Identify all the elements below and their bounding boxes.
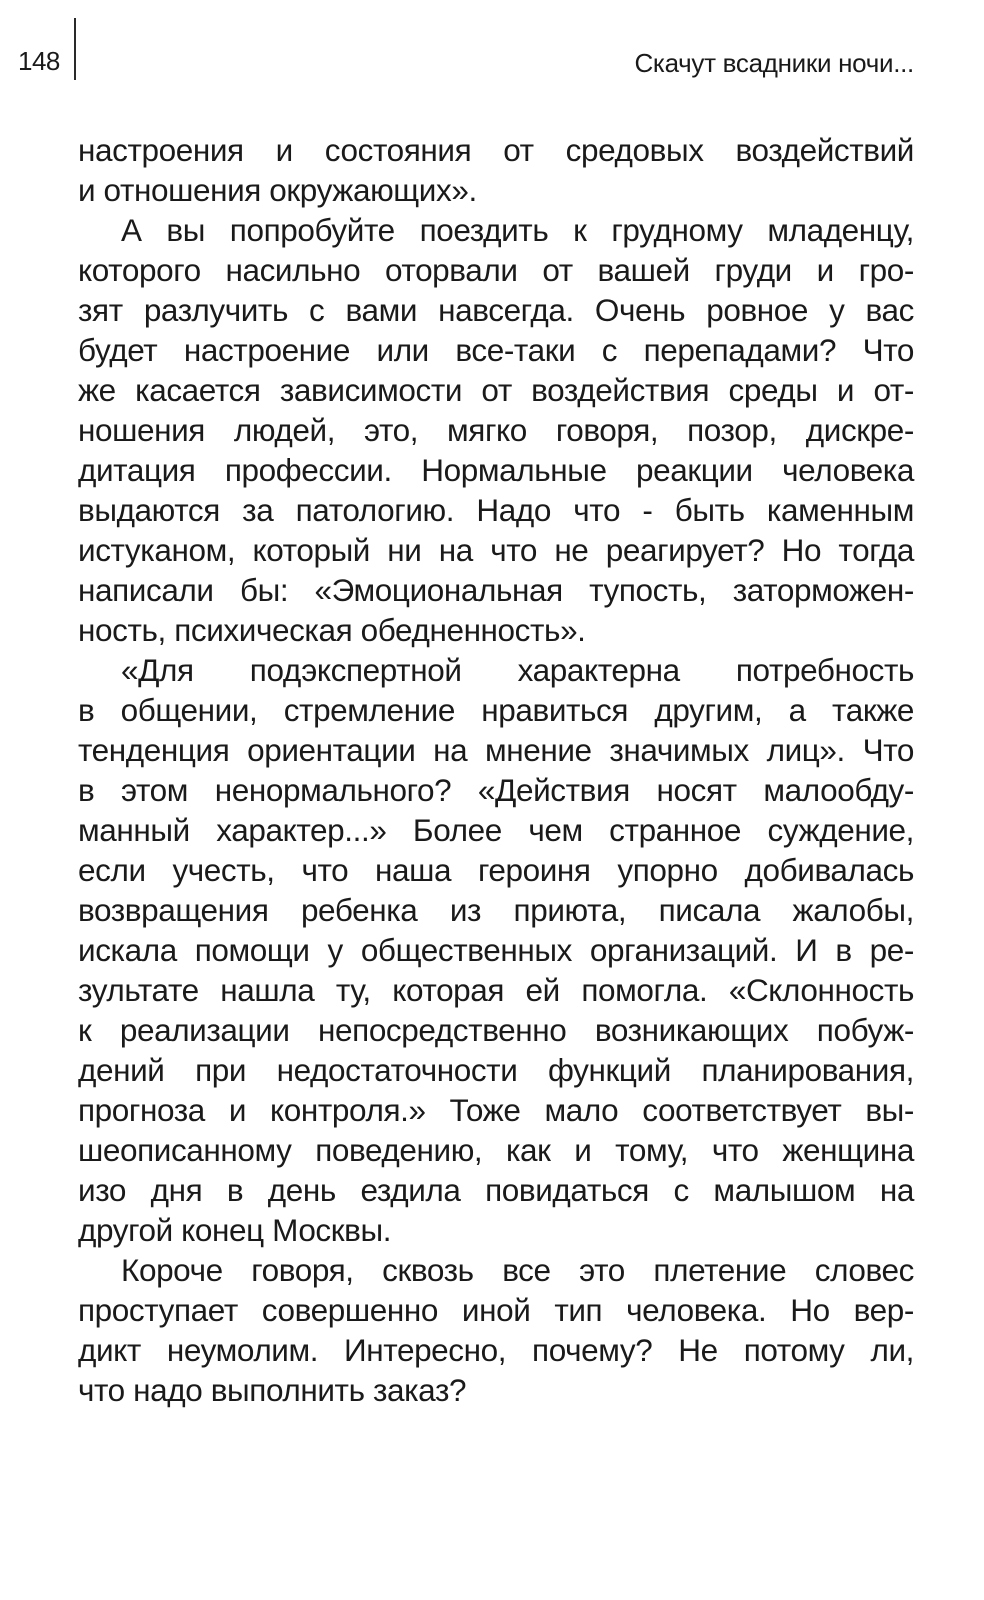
text-line: написали бы: «Эмоциональная тупость, заторможен- — [78, 572, 914, 608]
text-line: тенденция ориентации на мнение значимых лиц». Что — [78, 732, 914, 768]
text-line: в общении, стремление нравиться другим, а также — [78, 692, 914, 728]
text-line: же касается зависимости от воздействия среды и от- — [78, 372, 914, 408]
text-line: Короче говоря, сквозь все это плетение словес — [121, 1252, 914, 1288]
text-line: и отношения окружающих». — [78, 172, 477, 208]
body-text — [78, 130, 914, 1410]
text-line: проступает совершенно иной тип человека. Но вер- — [78, 1292, 914, 1328]
text-line: будет настроение или все-таки с перепадами? Что — [78, 332, 914, 368]
page-number: 148 — [18, 46, 60, 76]
text-line: ность, психическая обедненность». — [78, 612, 586, 648]
text-line: А вы попробуйте поездить к грудному младенцу, — [121, 212, 914, 248]
text-line: дений при недостаточности функций планирования, — [78, 1052, 914, 1088]
page-header — [0, 0, 984, 100]
text-line: что надо выполнить заказ? — [78, 1372, 467, 1408]
text-line: истуканом, который ни на что не реагирует? Но тогда — [78, 532, 914, 568]
text-line: прогноза и контроля.» Тоже мало соответствует вы- — [78, 1092, 914, 1128]
text-line: выдаются за патологию. Надо что - быть каменным — [78, 492, 914, 528]
text-line: которого насильно оторвали от вашей груди и гро- — [78, 252, 914, 288]
text-line: другой конец Москвы. — [78, 1212, 392, 1248]
running-title: Скачут всадники ночи... — [634, 48, 914, 78]
text-line: зультате нашла ту, которая ей помогла. «Склонность — [78, 972, 914, 1008]
text-line: манный характер...» Более чем странное суждение, — [78, 812, 914, 848]
text-line: дитация профессии. Нормальные реакции человека — [78, 452, 914, 488]
text-line: ношения людей, это, мягко говоря, позор, дискре- — [78, 412, 914, 448]
text-line: шеописанному поведению, как и тому, что женщина — [78, 1132, 914, 1168]
header-divider — [74, 18, 76, 80]
text-line: если учесть, что наша героиня упорно добивалась — [78, 852, 914, 888]
text-line: искала помощи у общественных организаций. И в ре- — [78, 932, 914, 968]
text-line: к реализации непосредственно возникающих побуж- — [78, 1012, 914, 1048]
text-line: зят разлучить с вами навсегда. Очень ровное у вас — [78, 292, 914, 328]
text-line: в этом ненормального? «Действия носят малообду- — [78, 772, 914, 808]
text-line: настроения и состояния от средовых воздействий — [78, 132, 914, 168]
text-line: изо дня в день ездила повидаться с малышом на — [78, 1172, 914, 1208]
text-line: «Для подэкспертной характерна потребность — [121, 652, 914, 688]
text-line: дикт неумолим. Интересно, почему? Не потому ли, — [78, 1332, 914, 1368]
text-line: возвращения ребенка из приюта, писала жалобы, — [78, 892, 914, 928]
